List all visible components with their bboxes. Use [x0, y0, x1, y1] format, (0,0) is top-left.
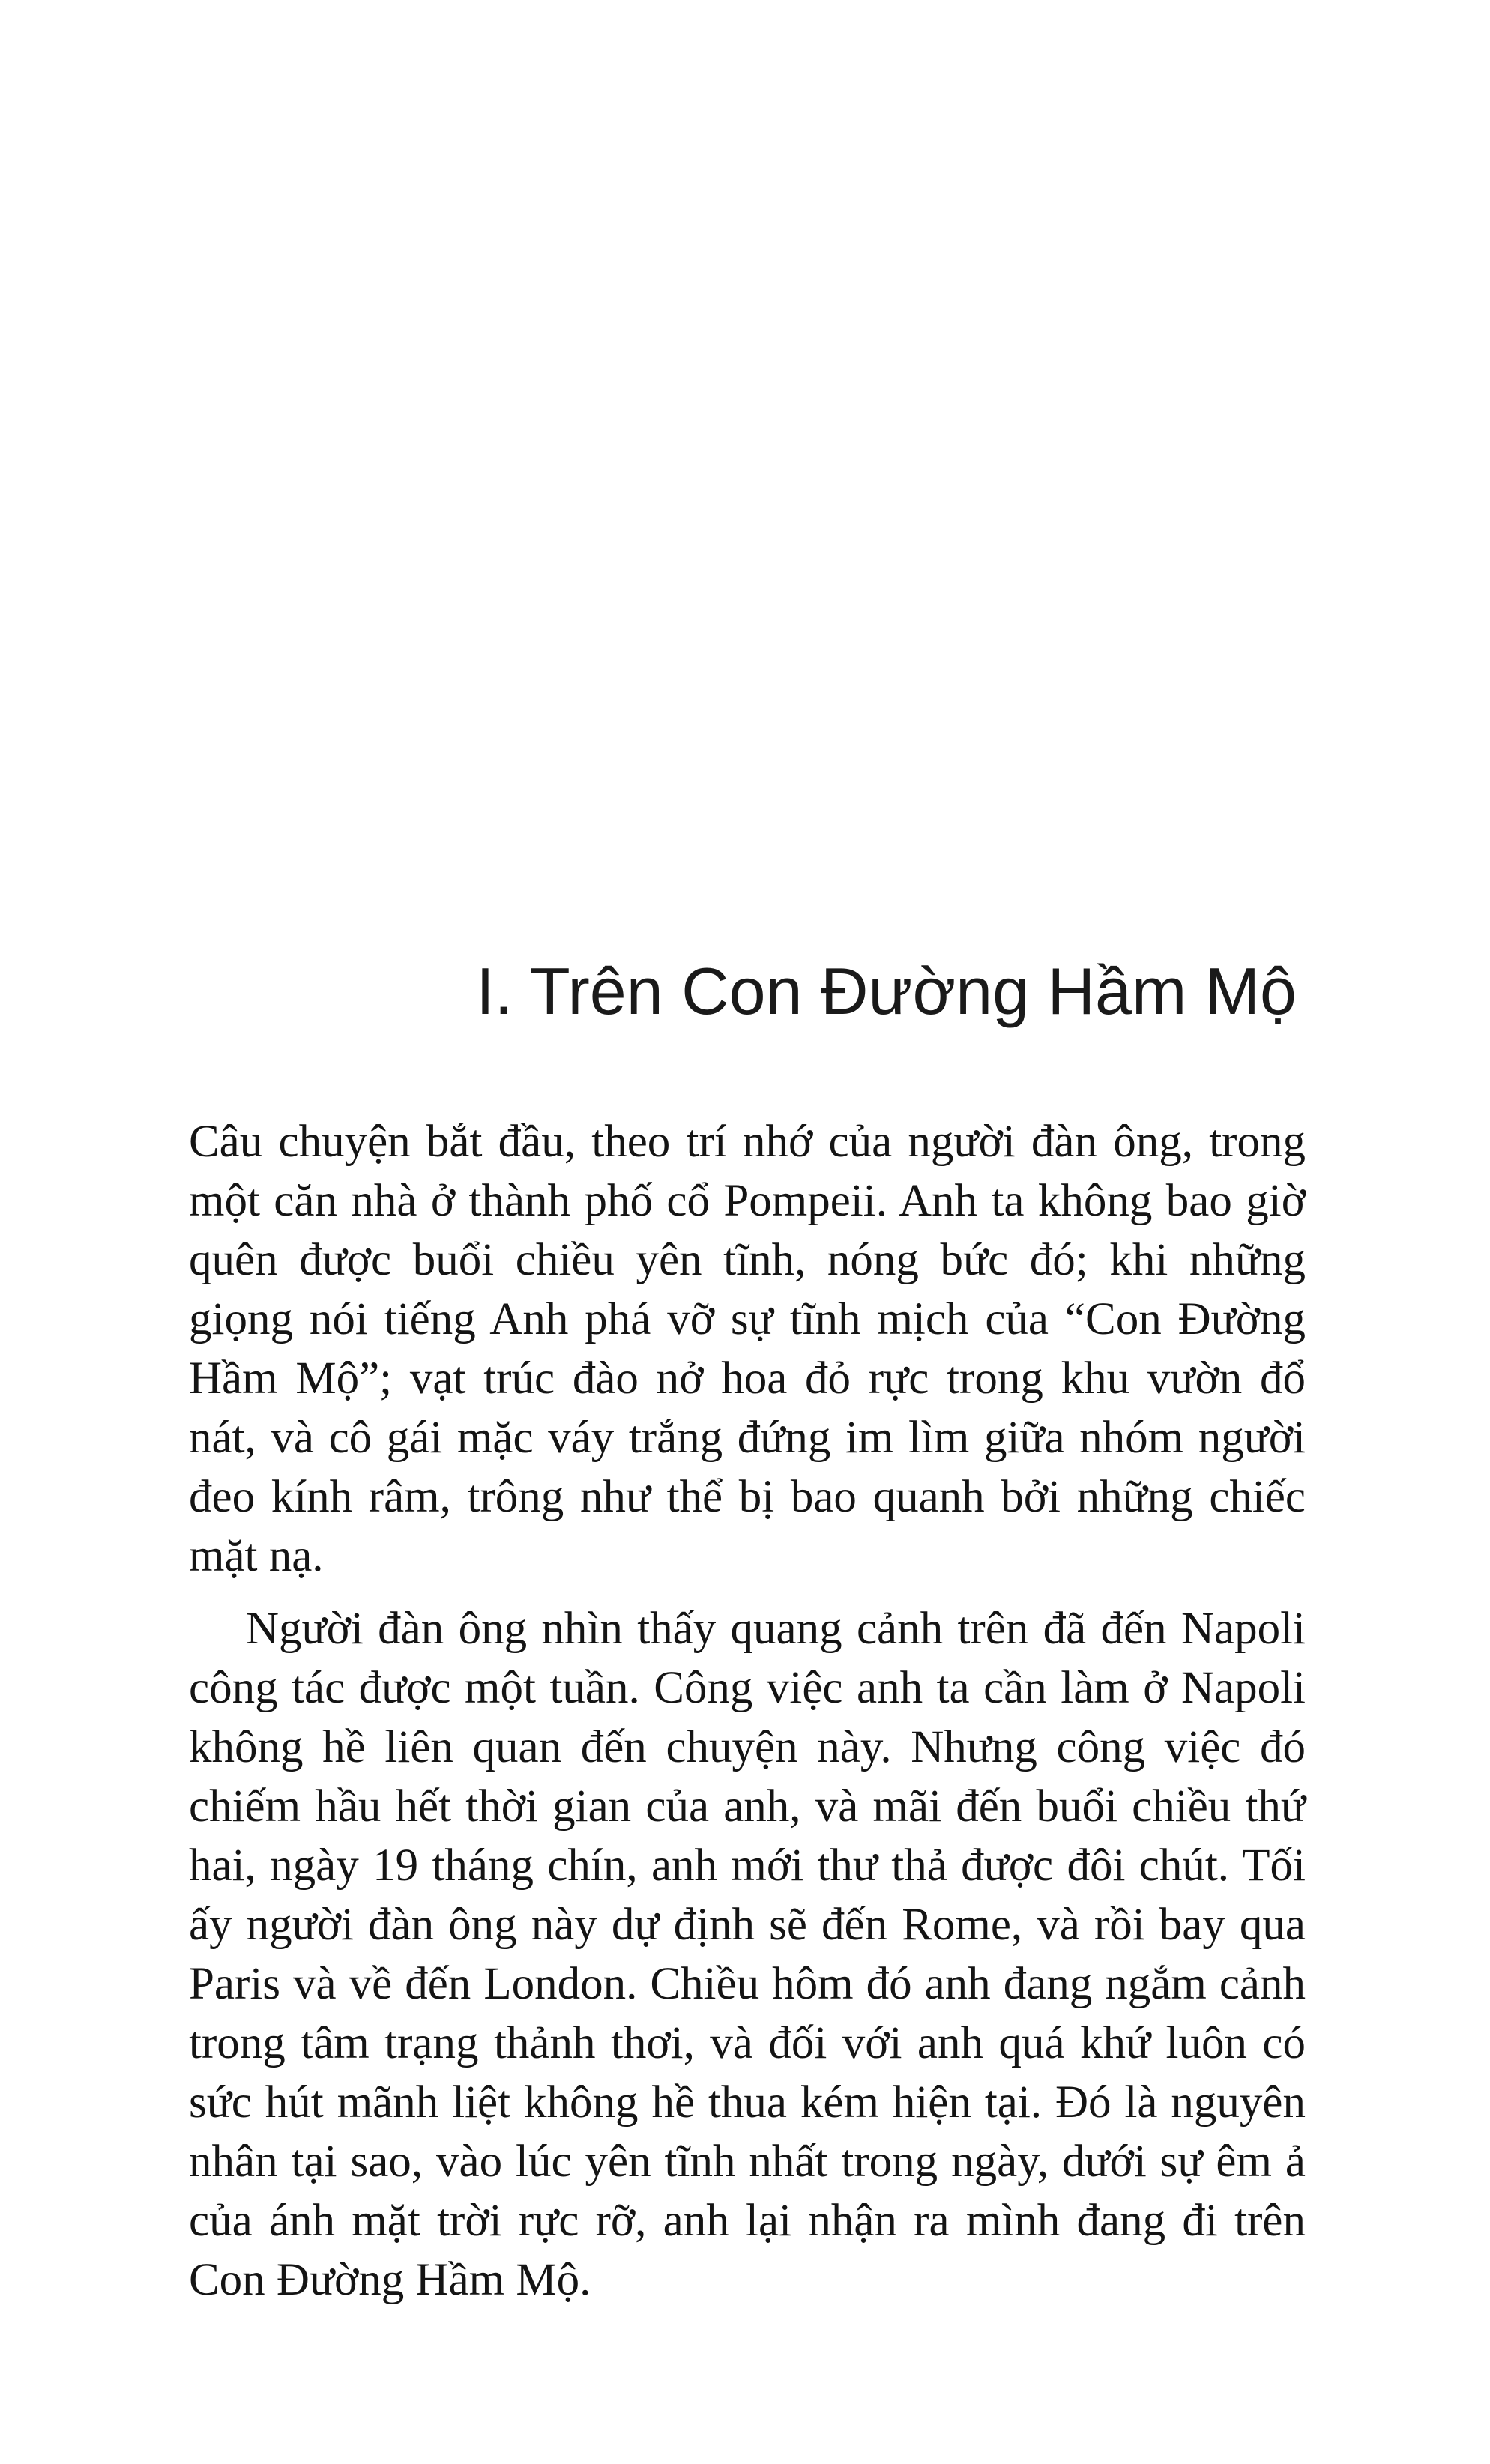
chapter-title: I. Trên Con Đường Hầm Mộ	[476, 954, 1297, 1028]
paragraph-2: Người đàn ông nhìn thấy quang cảnh trên đã đến Napoli công tác được một tuần. Công việc anh ta cần làm ở Napoli không hề liên quan đến chuyện này. Nhưng công việc đó chiếm hầu hết thời gian của anh, và mãi đến buổi chiều thứ hai, ngày 19 tháng chín, anh mới thư thả được đôi chút. Tối ấy người đàn ông này dự định sẽ đến Rome, và rồi bay qua Paris và về đến London. Chiều hôm đó anh đang ngắm cảnh trong tâm trạng thảnh thơi, và đối với anh quá khứ luôn có sức hút mãnh liệt không hề thua kém hiện tại. Đó là nguyên nhân tại sao, vào lúc yên tĩnh nhất trong ngày, dưới sự êm ả của ánh mặt trời rực rỡ, anh lại nhận ra mình đang đi trên Con Đường Hầm Mộ.	[189, 1604, 1306, 2305]
chapter-body	[189, 1112, 1306, 2323]
paragraph-1: Câu chuyện bắt đầu, theo trí nhớ của người đàn ông, trong một căn nhà ở thành phố cổ Pompeii. Anh ta không bao giờ quên được buổi chiều yên tĩnh, nóng bức đó; khi những giọng nói tiếng Anh phá vỡ sự tĩnh mịch của “Con Đường Hầm Mộ”; vạt trúc đào nở hoa đỏ rực trong khu vườn đổ nát, và cô gái mặc váy trắng đứng im lìm giữa nhóm người đeo kính râm, trông như thể bị bao quanh bởi những chiếc mặt nạ.	[189, 1117, 1306, 1581]
